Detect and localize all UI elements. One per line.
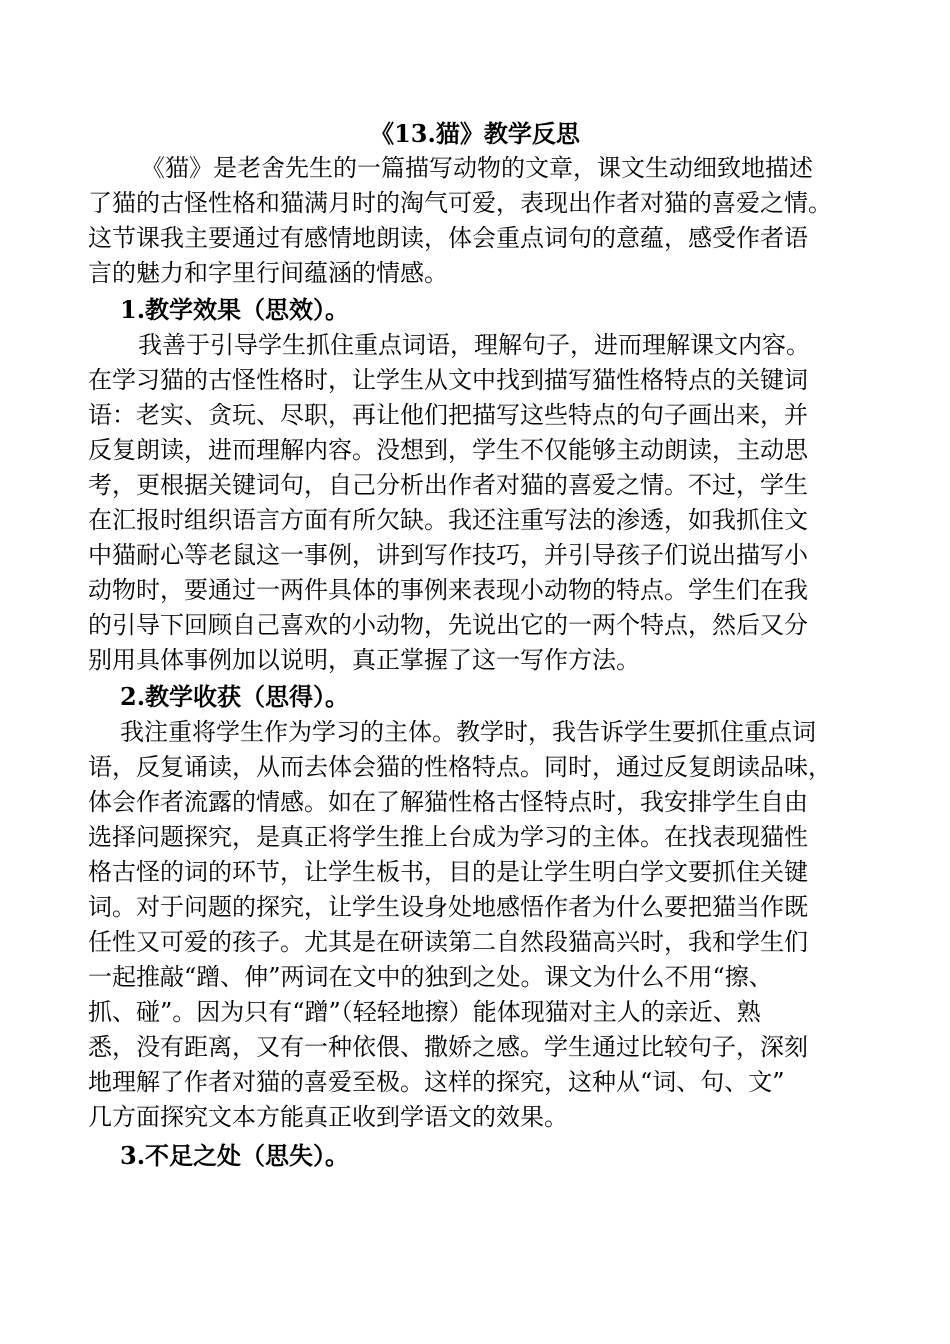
section-heading-gain: 2.教学收获（思得）。 (120, 682, 350, 711)
intro-line: 这节课我主要通过有感情地朗读，体会重点词句的意蕴，感受作者语 (88, 224, 808, 252)
section1-line: 别用具体事例加以说明，真正掌握了这一写作方法。 (88, 646, 640, 674)
section1-line: 我善于引导学生抓住重点词语，理解句子，进而理解课文内容。 (138, 331, 810, 359)
section2-line: 语，反复诵读，从而去体会猫的性格特点。同时，通过反复朗读品味， (88, 753, 832, 781)
section1-line: 语：老实、贪玩、尽职，再让他们把描写这些特点的句子画出来，并 (88, 401, 808, 429)
section1-line: 在学习猫的古怪性格时，让学生从文中找到描写猫性格特点的关键词 (88, 366, 808, 394)
section-heading-shortcoming: 3.不足之处（思失）。 (120, 1141, 350, 1170)
section2-line: 悉，没有距离，又有一种依偎、撒娇之感。学生通过比较句子，深刻 (88, 1033, 808, 1061)
document-title: 《13.猫》教学反思 (370, 119, 580, 148)
section1-line: 反复朗读，进而理解内容。没想到，学生不仅能够主动朗读，主动思 (88, 436, 808, 464)
section2-line: 一起推敲“蹭、伸”两词在文中的独到之处。课文为什么不用“擦、 (88, 963, 773, 991)
section-heading-effect: 1.教学效果（思效）。 (120, 295, 350, 324)
intro-line: 了猫的古怪性格和猫满月时的淘气可爱，表现出作者对猫的喜爱之情。 (88, 189, 832, 217)
section1-line: 在汇报时组织语言方面有所欠缺。我还注重写法的渗透，如我抓住文 (88, 506, 808, 534)
section2-line: 几方面探究文本方能真正收到学语文的效果。 (88, 1103, 568, 1131)
section2-line: 词。对于问题的探究，让学生设身处地感悟作者为什么要把猫当作既 (88, 893, 808, 921)
section2-line: 地理解了作者对猫的喜爱至极。这样的探究，这种从“词、句、文” (88, 1068, 785, 1096)
section1-line: 动物时，要通过一两件具体的事例来表现小动物的特点。学生们在我 (88, 576, 808, 604)
section2-line: 我注重将学生作为学习的主体。教学时，我告诉学生要抓住重点词 (120, 718, 816, 746)
section1-line: 的引导下回顾自己喜欢的小动物，先说出它的一两个特点，然后又分 (88, 611, 808, 639)
section2-line: 选择问题探究，是真正将学生推上台成为学习的主体。在找表现猫性 (88, 823, 808, 851)
section1-line: 中猫耐心等老鼠这一事例，讲到写作技巧，并引导孩子们说出描写小 (88, 541, 808, 569)
section1-line: 考，更根据关键词句，自己分析出作者对猫的喜爱之情。不过，学生 (88, 471, 808, 499)
intro-line: 《猫》是老舍先生的一篇描写动物的文章，课文生动细致地描述 (141, 154, 813, 182)
intro-line: 言的魅力和字里行间蕴涵的情感。 (88, 259, 448, 287)
section2-line: 格古怪的词的环节，让学生板书，目的是让学生明白学文要抓住关键 (88, 858, 808, 886)
section2-line: 任性又可爱的孩子。尤其是在研读第二自然段猫高兴时，我和学生们 (88, 928, 808, 956)
section2-line: 抓、碰”。因为只有“蹭”（轻轻地擦）能体现猫对主人的亲近、熟 (88, 998, 761, 1026)
section2-line: 体会作者流露的情感。如在了解猫性格古怪特点时，我安排学生自由 (88, 788, 808, 816)
